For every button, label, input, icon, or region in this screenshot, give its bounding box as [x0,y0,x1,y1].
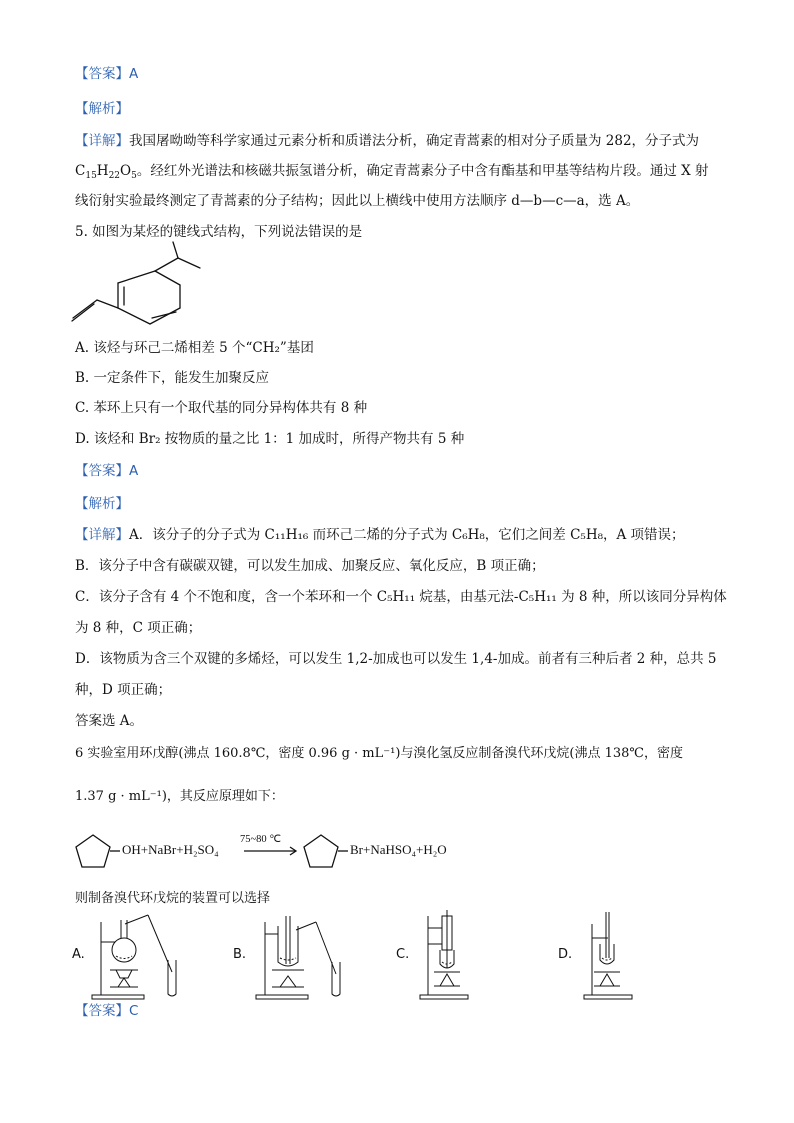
reaction-condition: 75~80 ℃ [240,834,282,845]
q5-option-b: B. 一定条件下，能发生加聚反应 [75,370,270,386]
apparatus-d [580,910,640,1000]
q5-answer: A [129,463,139,479]
q5-detail-text-1: A．该分子的分子式为 C₁₁H₁₆ 而环己二烯的分子式为 C₆H₈，它们之间差 C₅H₈，A 项错误； [129,527,685,543]
q6-answer: C [129,1003,139,1019]
apparatus-b [252,912,352,1000]
q5-detail-line-4: 为 8 种，C 项正确； [75,620,202,636]
option-label-d: D. [558,947,573,962]
answer-label: 【答案】 [75,1003,129,1019]
q5-option-c: C. 苯环上只有一个取代基的同分异构体共有 8 种 [75,400,368,416]
q5-conclusion: 答案选 A。 [75,713,144,729]
q4-detail-line-2 [75,161,709,181]
apparatus-a [88,912,188,1000]
q5-option-d: D. 该烃和 Br₂ 按物质的量之比 1：1 加成时，所得产物共有 5 种 [75,431,465,447]
q5-analysis-label: 【解析】 [75,496,129,512]
q4-detail-line-1 [75,131,699,151]
cyclopentane-ring-left [76,835,110,867]
option-label-a: A. [72,947,85,962]
q4-formula: $C_{15}H_{22}O_5$ [75,163,137,181]
apparatus-c [416,910,476,1000]
detail-label: 【详解】 [75,527,129,543]
q5-option-a: A. 该烃与环己二烯相差 5 个“CH₂”基团 [75,340,314,356]
q6-stem-line-1: 6 实验室用环戊醇(沸点 160.8℃，密度 0.96 g · mL⁻¹)与溴化氢反应制备溴代环戊烷(沸点 138℃，密度 [75,746,683,761]
q5-detail-line-6: 种，D 项正确； [75,682,172,698]
q4-detail-text-2: 。经红外光谱法和核磁共振氢谱分析，确定青蒿素分子中含有酯基和甲基等结构片段。通过 X 射 [136,163,709,179]
q5-stem: 5. 如图为某烃的键线式结构，下列说法错误的是 [75,224,363,240]
q4-detail-line-3: 线衍射实验最终测定了青蒿素的分子结构；因此以上横线中使用方法顺序 d—b—c—a，选 A。 [75,193,640,209]
option-label-b: B. [233,947,247,962]
q4-answer-line [75,64,138,84]
q5-answer-line [75,461,138,481]
q5-detail-line-1 [75,525,685,545]
q5-skeletal-structure [60,248,220,338]
q6-answer-line [75,1001,138,1021]
option-label-c: C. [396,947,410,962]
cyclopentane-ring-right [304,835,338,867]
q4-answer: A [129,66,139,82]
q5-detail-line-5: D．该物质为含三个双键的多烯烃，可以发生 1,2-加成也可以发生 1,4-加成。前者有三种后者 2 种，总共 5 [75,651,717,667]
answer-label: 【答案】 [75,66,129,82]
detail-label: 【详解】 [75,133,129,149]
q6-stem-line-2: 1.37 g · mL⁻¹)，其反应原理如下： [75,789,284,804]
reaction-products: Br+NaHSO₄+H₂O [350,842,447,857]
reaction-reactants: OH+NaBr+H₂SO₄ [122,842,219,857]
q5-detail-line-2: B．该分子中含有碳碳双键，可以发生加成、加聚反应、氧化反应，B 项正确； [75,558,545,574]
q4-analysis-label: 【解析】 [75,101,129,117]
q4-detail-text-1: 我国屠呦呦等科学家通过元素分析和质谱法分析，确定青蒿素的相对分子质量为 282，分子式为 [129,133,700,149]
answer-label: 【答案】 [75,463,129,479]
q5-detail-line-3: C．该分子含有 4 个不饱和度，含一个苯环和一个 C₅H₁₁ 烷基，由基元法-C₅H₁₁ 为 8 种，所以该同分异构体 [75,589,727,605]
q6-prompt: 则制备溴代环戊烷的装置可以选择 [75,891,271,906]
